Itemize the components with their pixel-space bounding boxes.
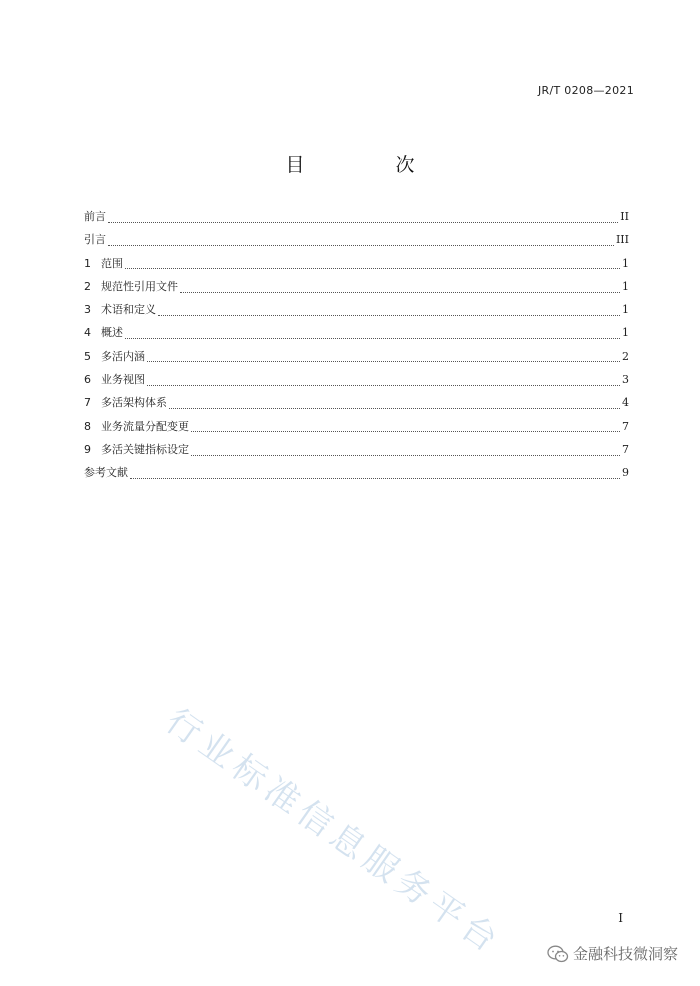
toc-leader-dots [108,244,614,246]
toc-entry-page: 1 [622,326,629,340]
toc-entry-number: 7 [84,396,91,410]
toc-leader-dots [191,430,620,432]
toc-leader-dots [158,314,620,316]
watermark: 行业标准信息服务平台 [158,700,510,964]
toc-entry-label: 多活架构体系 [101,396,167,410]
toc-entry-architecture-system[interactable] [84,394,629,417]
toc-entry-normative-references[interactable] [84,278,629,301]
toc-entry-terms-definitions[interactable] [84,301,629,324]
toc-entry-label: 规范性引用文件 [101,279,178,293]
toc-entry-bibliography[interactable] [84,464,629,487]
page-number: I [618,911,623,925]
toc-entry-traffic-allocation[interactable] [84,418,629,441]
toc-entry-number: 4 [84,326,91,340]
toc-entry-page: 1 [622,303,629,317]
toc-entry-number: 9 [84,442,91,456]
toc-leader-dots [147,384,620,386]
toc-leader-dots [125,267,620,269]
toc-entry-number: 8 [84,419,91,433]
toc-entry-page: III [615,233,629,247]
toc-entry-business-view[interactable] [84,371,629,394]
toc-entry-introduction[interactable] [84,231,629,254]
toc-entry-label: 参考文献 [84,466,128,480]
toc-leader-dots [108,221,618,223]
toc-entry-label: 术语和定义 [101,303,156,317]
toc-entry-page: 2 [622,349,629,363]
standard-code: JR/T 0208—2021 [538,84,634,97]
toc-entry-page: 1 [622,279,629,293]
table-of-contents [84,208,629,488]
toc-entry-number: 2 [84,279,91,293]
toc-entry-page: 7 [622,419,629,433]
toc-entry-overview[interactable] [84,324,629,347]
toc-entry-label: 引言 [84,233,106,247]
toc-leader-dots [125,337,620,339]
toc-entry-number: 3 [84,303,91,317]
toc-entry-label: 多活内涵 [101,349,145,363]
toc-entry-label: 业务流量分配变更 [101,419,189,433]
toc-leader-dots [147,360,620,362]
toc-leader-dots [191,454,620,456]
brand-name: 金融科技微洞察 [572,945,678,963]
toc-leader-dots [130,477,620,479]
toc-entry-label: 业务视图 [101,373,145,387]
toc-entry-number: 6 [84,373,91,387]
toc-entry-scope[interactable] [84,255,629,278]
toc-entry-page: 1 [622,256,629,270]
toc-entry-page: 4 [622,396,629,410]
toc-entry-number: 1 [84,256,91,270]
toc-entry-label: 多活关键指标设定 [101,442,189,456]
toc-entry-key-indicators[interactable] [84,441,629,464]
toc-entry-label: 概述 [101,326,123,340]
brand-watermark [547,943,678,964]
toc-entry-active-active-connotation[interactable] [84,348,629,371]
toc-entry-page: II [620,210,629,223]
toc-entry-page: 3 [622,373,629,387]
toc-entry-label: 范围 [101,256,123,270]
toc-entry-page: 7 [622,442,629,456]
page-title: 目 次 [285,154,451,176]
wechat-icon [547,945,569,963]
toc-entry-page: 9 [622,466,629,480]
toc-entry-foreword[interactable] [84,208,629,231]
toc-entry-number: 5 [84,349,91,363]
toc-leader-dots [169,407,620,409]
toc-leader-dots [180,291,620,293]
toc-entry-label: 前言 [84,210,106,223]
